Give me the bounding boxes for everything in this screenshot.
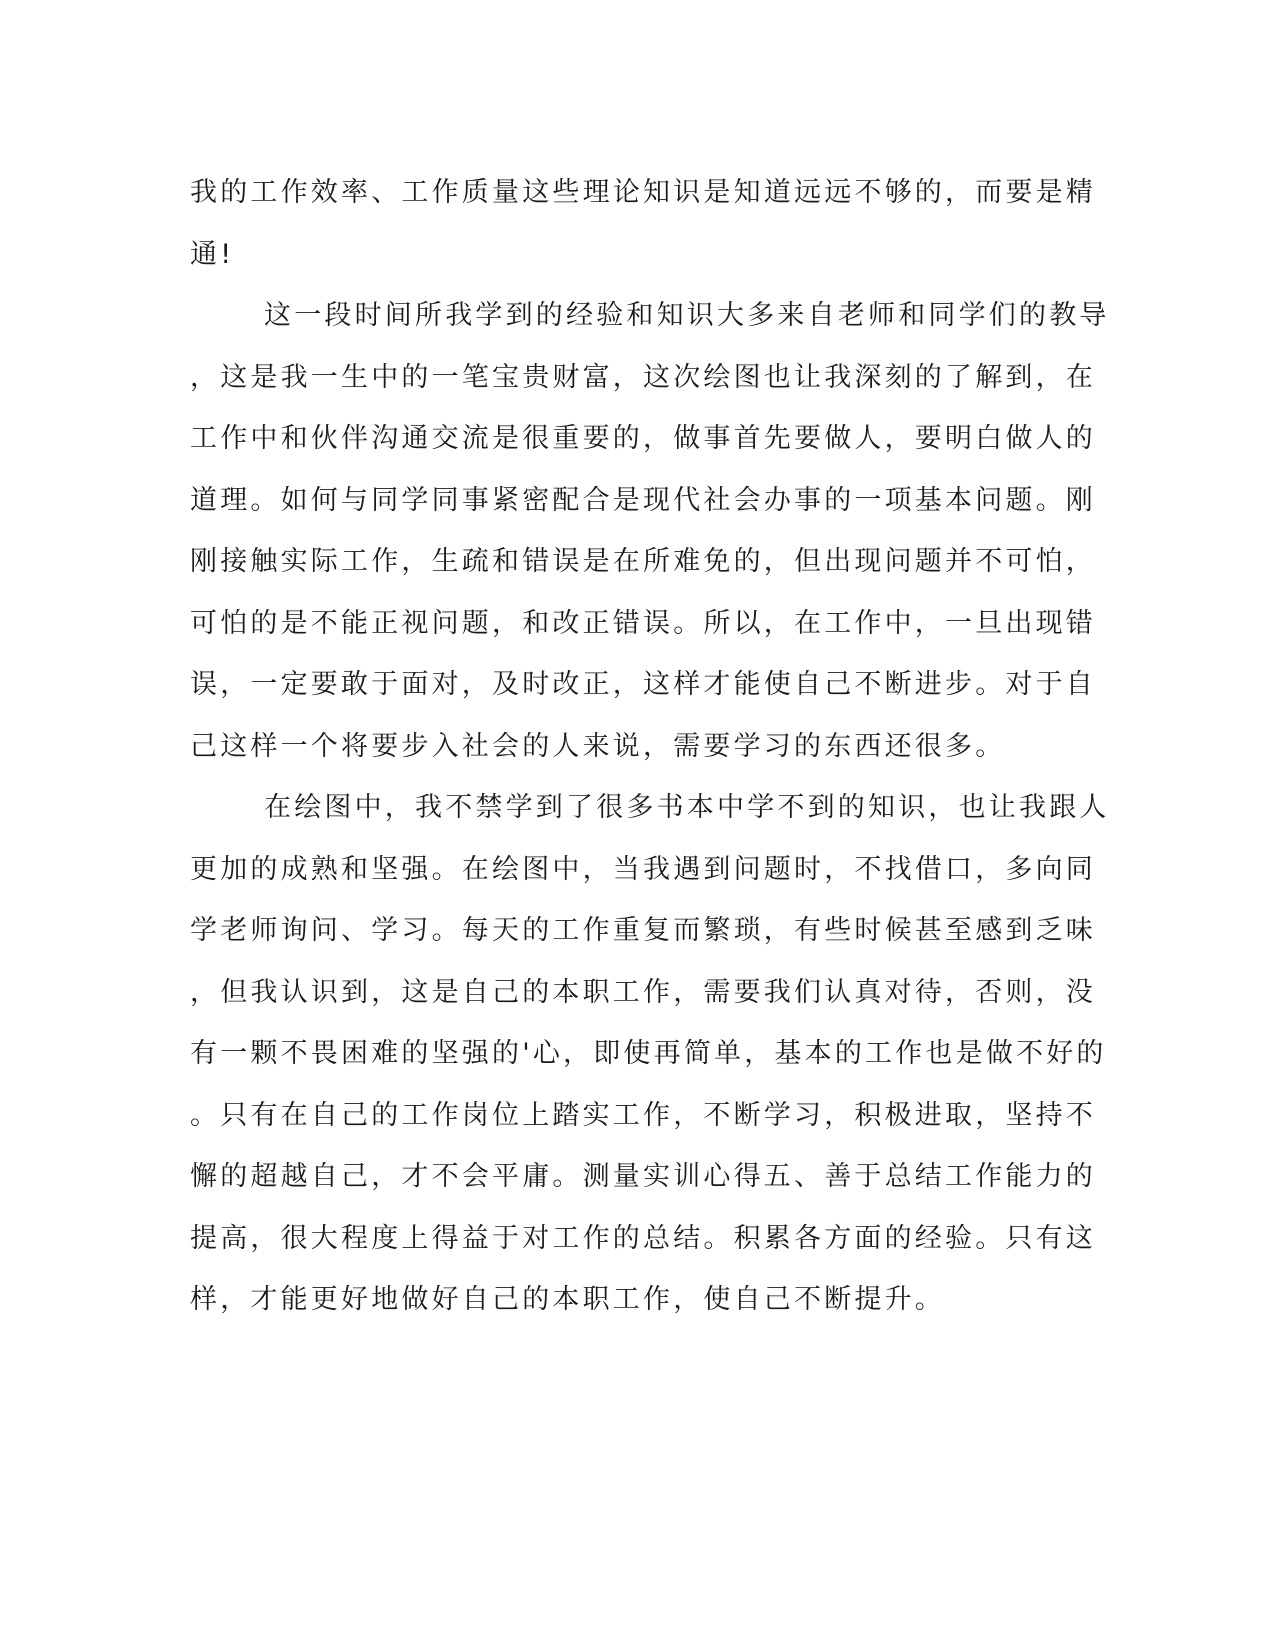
text-line: 己这样一个将要步入社会的人来说，需要学习的东西还很多。 — [190, 730, 1006, 762]
text-line: 我的工作效率、工作质量这些理论知识是知道远远不够的，而要是精 — [190, 177, 1096, 208]
text-line: 道理。如何与同学同事紧密配合是现代社会办事的一项基本问题。刚 — [190, 484, 1096, 516]
text-line: 学老师询问、学习。每天的工作重复而繁琐，有些时候甚至感到乏味 — [190, 915, 1096, 946]
text-line: 样，才能更好地做好自己的本职工作，使自己不断提升。 — [190, 1284, 945, 1315]
text-line: 更加的成熟和坚强。在绘图中，当我遇到问题时，不找借口，多向同 — [190, 853, 1096, 885]
text-line: ，但我认识到，这是自己的本职工作，需要我们认真对待，否则，没 — [190, 976, 1096, 1008]
body-text — [190, 162, 1110, 1331]
text-line: 有一颗不畏困难的坚强的'心，即使再简单，基本的工作也是做不好的 — [190, 1038, 1107, 1069]
text-line: 通! — [190, 238, 235, 270]
text-line: 可怕的是不能正视问题，和改正错误。所以，在工作中，一旦出现错 — [190, 607, 1096, 639]
text-line: 这一段时间所我学到的经验和知识大多来自老师和同学们的教导 — [264, 300, 1110, 331]
text-line: 提高，很大程度上得益于对工作的总结。积累各方面的经验。只有这 — [190, 1222, 1096, 1254]
text-line: 误，一定要敢于面对，及时改正，这样才能使自己不断进步。对于自 — [190, 669, 1096, 700]
paragraph-2 — [190, 285, 1110, 777]
text-line: 工作中和伙伴沟通交流是很重要的，做事首先要做人，要明白做人的 — [190, 423, 1096, 454]
paragraph-1 — [190, 162, 1096, 285]
text-line: 懈的超越自己，才不会平庸。测量实训心得五、善于总结工作能力的 — [190, 1161, 1096, 1192]
text-line: ，这是我一生中的一笔宝贵财富，这次绘图也让我深刻的了解到，在 — [190, 361, 1096, 393]
text-line: 刚接触实际工作，生疏和错误是在所难免的，但出现问题并不可怕， — [190, 546, 1096, 577]
paragraph-3 — [190, 777, 1110, 1331]
text-line: 。只有在自己的工作岗位上踏实工作，不断学习，积极进取，坚持不 — [190, 1099, 1096, 1131]
text-line: 在绘图中，我不禁学到了很多书本中学不到的知识，也让我跟人 — [264, 792, 1110, 823]
